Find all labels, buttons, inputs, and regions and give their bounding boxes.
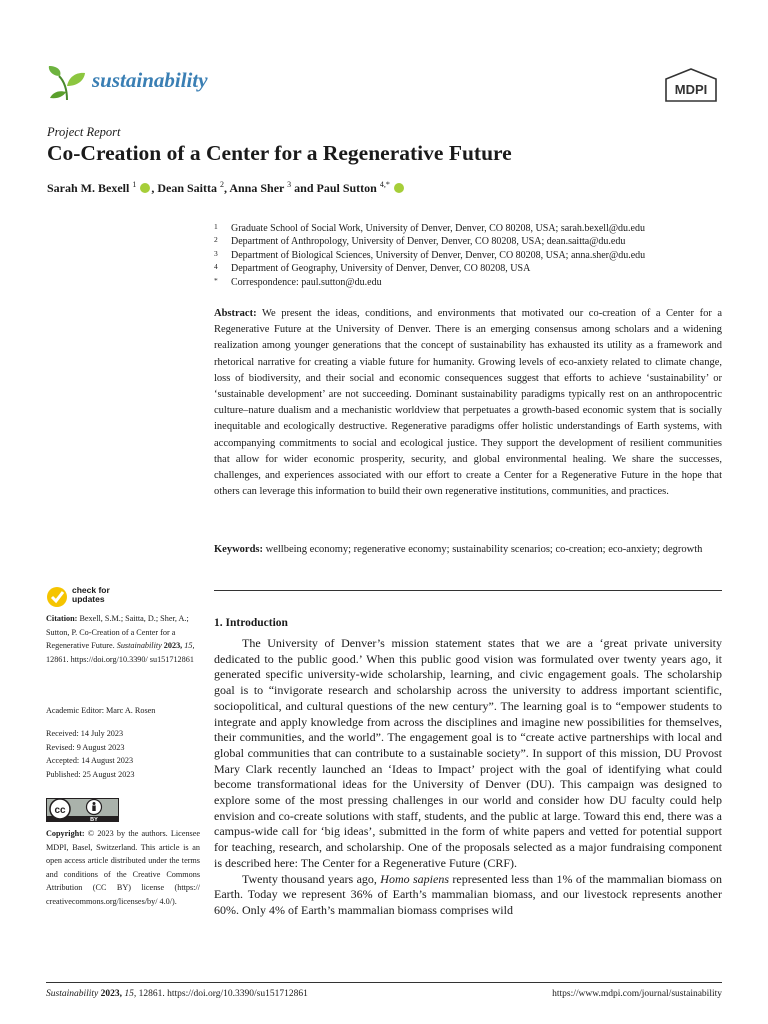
section-heading: 1. Introduction [214,617,288,629]
affiliation-text: Department of Anthropology, University of Denver, Denver, CO 80208, USA; dean.saitta@du.edu [231,236,626,248]
dates-block [46,727,200,781]
check-line-1: check for [72,585,110,595]
citation-year: 2023, [163,641,183,650]
article-type: Project Report [47,125,121,139]
affiliation-number: 4 [214,262,218,272]
author-affil-sup: 2 [220,180,224,189]
citation-text: Bexell, S.M.; Saitta, D.; Sher, A.; Sutton, P. Co-Creation of a Center for a Regenerative Future. [46,614,189,650]
divider [214,590,722,591]
published-date: Published: 25 August 2023 [46,769,135,779]
orcid-icon[interactable] [394,183,404,193]
author-name[interactable]: Sarah M. Bexell [47,181,130,195]
article-title: Co-Creation of a Center for a Regenerative Future [47,141,512,165]
body-text [214,636,722,919]
publisher-logo[interactable] [664,68,718,102]
affiliation-number: 2 [214,235,218,245]
keywords-text: wellbeing economy; regenerative economy; sustainability scenarios; co-creation; eco-anxiety; degrowth [265,544,703,555]
author-separator: , [151,181,158,195]
revised-date: Revised: 9 August 2023 [46,742,125,752]
affiliation-number: * [214,275,218,285]
author-affil-sup: 4,* [379,180,390,189]
abstract-text: We present the ideas, conditions, and environments that motivated our co-creation of a Center for a Regenerative Future at the University of Denver. There is an emerging consensus among scholars and a widening realization among younger generations that the concept of sustainability has exhausted its utility as a framework and rhetorical narrative for creating a viable future for humanity. Growing levels of eco-anxiety related to climate change, loss of biodiversity, and their social and economic consequences suggest that efforts to achieve ‘sustainability’ or ‘sustainable development’ are not succeeding. Dominant sustainability paradigms typically rest on an anthropocentric culture–nature dualism and a mechanistic worldview that perpetuates a growth-based economic system that is socially inequitable and ecologically destructive. Regenerative paradigms offer holistic understandings of Earth systems, with accompanying commitments to social and ecological justice. They support the development of resilient communities that allow for wider economic prosperity, security, and global environmental healing. We share the successes, challenges, and experiences associated with our effort to create a Center for a Regenerative Future in the hope that others can leverage this information to build their own regenerative institutions, communities, and practices. [214,308,723,498]
journal-logo-leaf-icon [47,64,87,102]
footer-divider [46,982,722,983]
abstract [214,306,722,500]
author-name[interactable]: Anna Sher [229,181,285,195]
para-text: Twenty thousand years ago, [242,871,377,886]
footer-year: 2023, [100,989,122,999]
author-name[interactable]: Dean Saitta [157,181,217,195]
para-italic: Homo sapiens [380,871,450,886]
copyright-label: Copyright: [46,829,85,838]
journal-name[interactable]: sustainability [92,68,208,92]
check-line-2: updates [72,594,105,604]
affiliations [214,222,724,289]
mdpi-logo-icon [664,68,718,102]
check-for-updates-icon[interactable] [46,586,70,608]
received-date: Received: 14 July 2023 [46,729,124,738]
by-icon: BY [90,817,98,822]
correspondence-text: Correspondence: paul.sutton@du.edu [231,276,382,288]
author-name[interactable]: Paul Sutton [316,181,377,195]
author-affil-sup: 3 [287,180,292,189]
paragraph: The University of Denver’s mission statement states that we are a ‘great private university dedicated to the public good.’ When this public good vision was formulated over twenty years ago, it generated specific university-wide scholarship, learning, and civic engagement goals. The scholarship goal is to “invigorate research and scholarship across the university to address important scientific, sociopolitical, and cultural questions of the new century”. The learning goal is to “empower students to integrate and apply knowledge from across the disciplines and imagine new possibilities for themselves, their communities, and the world”. The engagement goal is to “create active partnerships with local and global communities that can contribute to a sustainable society”. In support of this mission, DU Provost Mary Clark recently launched an ‘Ideas to Impact’ project with the goal of identifying what could become transformational ideas for the University of Denver (DU). This campaign was designed to explore some of the most pressing challenges in our world and consider how DU faculty could help envision and co-create solutions with staff, students, and the public at large. Toward this end, there was a campus-wide call for ‘big ideas’, submitted in the form of white papers and vetted for potential support for teaching, research, and scholarship. One of the proposals selected as a major fundraising component is described here: The Center for a Regenerative Future (CRF). [214,636,722,870]
para-text: represented less than 1% of the mammalian biomass on Earth. Today we represent 36% of Earth’s mammalian biomass, and our livestock represents another 60%. Only 4% of Earth’s mammalian biomass comprises wild [214,871,722,917]
affiliation-text: Graduate School of Social Work, University of Denver, Denver, CO 80208, USA; sarah.bexell@du.edu [231,223,645,234]
footer-citation [46,989,308,999]
orcid-icon[interactable] [140,183,150,193]
citation-journal: Sustainability [116,641,162,650]
affiliation-number: 1 [214,222,218,231]
footer-journal-url[interactable]: https://www.mdpi.com/journal/sustainability [552,989,722,999]
author-list [47,180,405,196]
footer-volume: 15, [124,989,137,999]
abstract-label: Abstract: [214,308,257,319]
check-for-updates-label[interactable] [72,586,110,604]
keywords [214,542,722,558]
keywords-label: Keywords: [214,544,263,555]
citation-label: Citation: [46,614,78,623]
copyright-block [46,827,200,908]
publisher-name: MDPI [674,82,708,97]
citation-volume: 15, [184,641,195,650]
affiliation-row [214,222,724,235]
footer-doi-link[interactable]: 12861. https://doi.org/10.3390/su151712861 [138,989,308,999]
footer-journal: Sustainability [46,989,99,999]
cc-icon: cc [54,805,66,816]
affiliation-text: Department of Biological Sciences, University of Denver, Denver, CO 80208, USA; anna.sher@du.edu [231,249,646,261]
author-separator: and [291,181,317,195]
academic-editor: Academic Editor: Marc A. Rosen [46,706,156,715]
author-affil-sup: 1 [132,180,137,189]
accepted-date: Accepted: 14 August 2023 [46,756,134,765]
paragraph [214,872,722,919]
author-separator: , [224,181,230,195]
affiliation-row [214,262,724,275]
affiliation-row [214,249,724,262]
affiliation-row [214,276,724,289]
affiliation-text: Department of Geography, University of Denver, Denver, CO 80208, USA [231,263,531,275]
copyright-text: © 2023 by the authors. Licensee MDPI, Basel, Switzerland. This article is an open access article distributed under the terms and conditions of the Creative Commons Attribution (CC BY) license (https:// creativecommons.org/licenses/by/ 4.0/). [46,829,200,906]
citation-doi-link[interactable]: 12861. https://doi.org/10.3390/ su151712861 [46,654,194,664]
cc-by-license-badge[interactable] [46,798,119,822]
affiliation-number: 3 [214,248,218,258]
affiliation-row [214,235,724,248]
citation-block [46,612,200,666]
